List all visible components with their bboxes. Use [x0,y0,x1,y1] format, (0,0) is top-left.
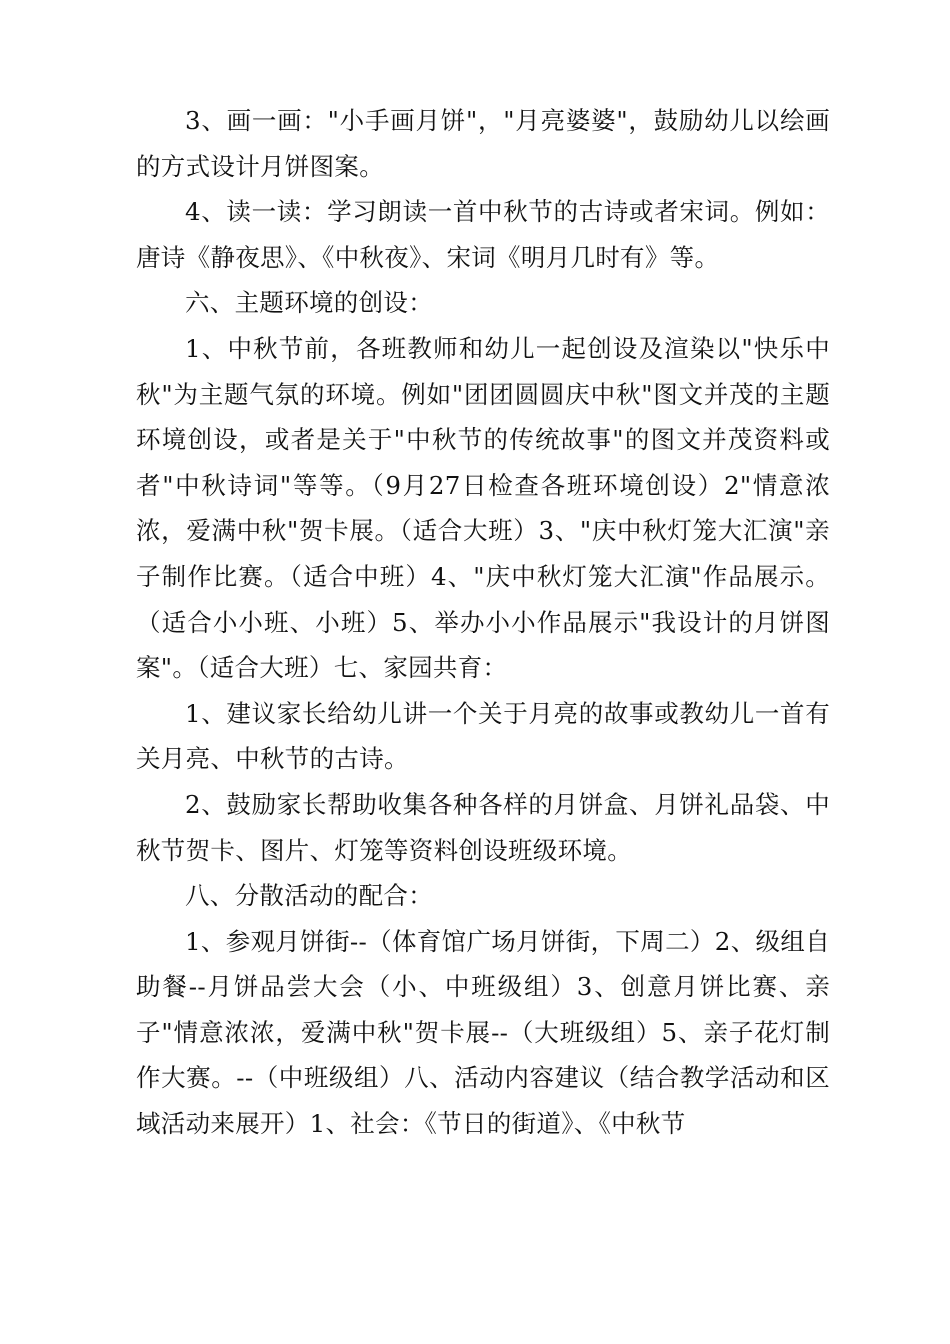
heading-scattered-activities: 八、分散活动的配合： [185,881,433,911]
paragraph-activities-list: 1、参观月饼街--（体育馆广场月饼街，下周二）2、级组自助餐--月饼品尝大会（小、中班级组）3、创意月饼比赛、亲子"情意浓浓，爱满中秋"贺卡展--（大班级组）5、亲子花灯制作大赛。--（中班级组）八、活动内容建议（结合教学活动和区域活动来展开）1、社会：《节日的街道》、《中秋节 [136,926,830,1139]
heading-theme-environment: 六、主题环境的创设： [185,288,433,318]
paragraph-read-poem: 4、读一读：学习朗读一首中秋节的古诗或者宋词。例如：唐诗《静夜思》、《中秋夜》、宋词《明月几时有》等。 [136,197,830,272]
paragraph-parent-collect: 2、鼓励家长帮助收集各种各样的月饼盒、月饼礼品袋、中秋节贺卡、图片、灯笼等资料创设班级环境。 [136,789,830,865]
document-body [136,98,830,1147]
paragraph-draw-mooncake: 3、画一画："小手画月饼"，"月亮婆婆"，鼓励幼儿以绘画的方式设计月饼图案。 [136,106,830,181]
paragraph-parent-story: 1、建议家长给幼儿讲一个关于月亮的故事或教幼儿一首有关月亮、中秋节的古诗。 [136,698,830,774]
paragraph-environment-creation: 1、中秋节前，各班教师和幼儿一起创设及渲染以"快乐中秋"为主题气氛的环境。例如"团团圆圆庆中秋"图文并茂的主题环境创设，或者是关于"中秋节的传统故事"的图文并茂资料或者"中秋诗词"等等。（9月27日检查各班环境创设）2"情意浓浓，爱满中秋"贺卡展。（适合大班）3、"庆中秋灯笼大汇演"亲子制作比赛。（适合中班）4、"庆中秋灯笼大汇演"作品展示。（适合小小班、小班）5、举办小小作品展示"我设计的月饼图案"。（适合大班）七、家园共育： [136,333,830,683]
